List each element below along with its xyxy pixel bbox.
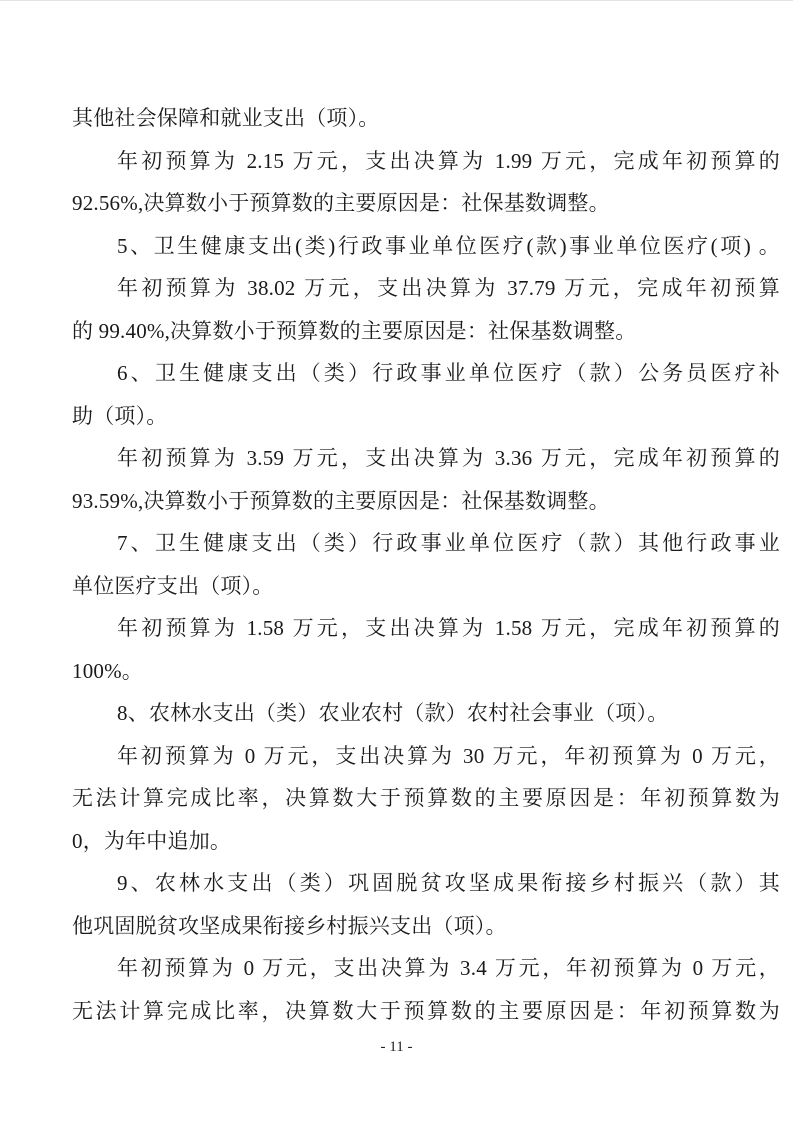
text-line: 年初预算为 2.15 万元，支出决算为 1.99 万元，完成年初预算的 xyxy=(117,148,780,173)
text-line: 年初预算为 0 万元，支出决算为 30 万元，年初预算为 0 万元， xyxy=(117,743,780,768)
text-line: 年初预算为 1.58 万元，支出决算为 1.58 万元，完成年初预算的 xyxy=(117,616,780,640)
page-number: - 11 - xyxy=(380,1039,413,1055)
text-line: 93.59%,决算数小于预算数的主要原因是：社保基数调整。 xyxy=(72,488,610,513)
text-line: 9、农林水支出（类）巩固脱贫攻坚成果衔接乡村振兴（款）其 xyxy=(117,871,780,895)
text-line: 100%。 xyxy=(72,658,143,683)
text-line: 他巩固脱贫攻坚成果衔接乡村振兴支出（项）。 xyxy=(72,913,507,938)
text-line: 5、卫生健康支出(类)行政事业单位医疗(款)事业单位医疗(项) 。 xyxy=(117,233,780,258)
text-line: 7、卫生健康支出（类）行政事业单位医疗（款）其他行政事业 xyxy=(117,531,780,555)
text-line: 0，为年中追加。 xyxy=(72,828,232,853)
text-line: 年初预算为 0 万元，支出决算为 3.4 万元，年初预算为 0 万元， xyxy=(117,956,780,980)
text-line: 8、农林水支出（类）农业农村（款）农村社会事业（项）。 xyxy=(117,701,669,725)
page-footer xyxy=(0,1037,793,1057)
text-line: 92.56%,决算数小于预算数的主要原因是：社保基数调整。 xyxy=(72,191,610,215)
text-line: 6、卫生健康支出（类）行政事业单位医疗（款）公务员医疗补 xyxy=(117,361,780,385)
text-line: 助（项）。 xyxy=(72,403,168,428)
text-line: 年初预算为 3.59 万元，支出决算为 3.36 万元，完成年初预算的 xyxy=(117,446,780,470)
document-body xyxy=(72,97,780,1032)
text-line: 年初预算为 38.02 万元，支出决算为 37.79 万元，完成年初预算 xyxy=(117,276,780,300)
text-line: 的 99.40%,决算数小于预算数的主要原因是：社保基数调整。 xyxy=(72,318,637,343)
text-line: 无法计算完成比率，决算数大于预算数的主要原因是：年初预算数为 xyxy=(72,998,780,1023)
text-line: 无法计算完成比率，决算数大于预算数的主要原因是：年初预算数为 xyxy=(72,786,780,810)
text-line: 其他社会保障和就业支出（项）。 xyxy=(72,106,380,130)
text-line: 单位医疗支出（项）。 xyxy=(72,573,274,598)
